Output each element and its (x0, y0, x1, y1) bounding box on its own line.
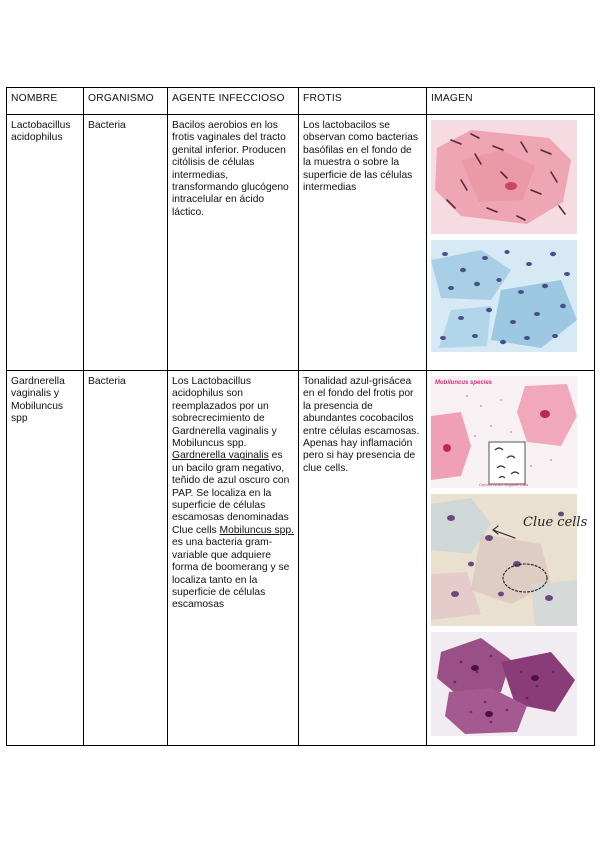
header-row (7, 88, 595, 115)
mobiluncus-label: Mobiluncus spp. (219, 524, 294, 536)
cell-agente (168, 371, 299, 746)
mobiluncus-caption-text: Curved Gram negative rods (479, 482, 529, 487)
gardnerella-text: es un bacilo gram negativo, teñido de azul oscuro con PAP. Se localiza en la superficie de células escamosas denominadas Clue cells (172, 450, 290, 536)
infectious-agents-table (6, 87, 595, 746)
clue-cells-micrograph (431, 494, 588, 626)
cell-frotis: Los lactobacilos se observan como bacterias basófilas en el fondo de la muestra o sobre la superficie de las células intermedias (299, 115, 427, 371)
header-nombre: NOMBRE (7, 88, 84, 115)
header-imagen: IMAGEN (427, 88, 595, 115)
lactobacilli-blue-micrograph (431, 240, 577, 352)
cell-frotis: Tonalidad azul-grisácea en el fondo del frotis por la presencia de abundantes cocobacilos entre células escamosas. Apenas hay inflamación pero si hay presencia de clue cells. (299, 371, 427, 746)
cell-organismo: Bacteria (84, 115, 168, 371)
table-row (7, 371, 595, 746)
mobiluncus-title-text: Mobiluncus species (435, 380, 493, 386)
agente-intro-text: Los Lactobacillus acidophilus son reemplazados por un sobrecrecimiento de Gardnerella vaginalis y Mobiluncus spp. (172, 376, 277, 450)
mobiluncus-micrograph (431, 376, 577, 488)
table-row (7, 115, 595, 371)
header-agente-infeccioso: AGENTE INFECCIOSO (168, 88, 299, 115)
cell-nombre: Lactobacillus acidophilus (7, 115, 84, 371)
gardnerella-label: Gardnerella vaginalis (172, 450, 269, 462)
mobiluncus-text: es una bacteria gram-variable que adquiere forma de boomerang y se localiza tanto en la superficie de células escamosas (172, 537, 290, 611)
cell-imagen (427, 371, 595, 746)
lactobacilli-pink-micrograph (431, 120, 577, 234)
cell-organismo: Bacteria (84, 371, 168, 746)
purple-cells-micrograph (431, 632, 577, 736)
header-frotis: FROTIS (299, 88, 427, 115)
cell-imagen (427, 115, 595, 371)
cell-agente: Bacilos aerobios en los frotis vaginales del tracto genital inferior. Producen citólisis de células intermedias, transformando glucógeno intracelular en ácido láctico. (168, 115, 299, 371)
header-organismo: ORGANISMO (84, 88, 168, 115)
clue-cells-handwriting: Clue cells (523, 515, 588, 530)
cell-nombre: Gardnerella vaginalis y Mobiluncus spp (7, 371, 84, 746)
